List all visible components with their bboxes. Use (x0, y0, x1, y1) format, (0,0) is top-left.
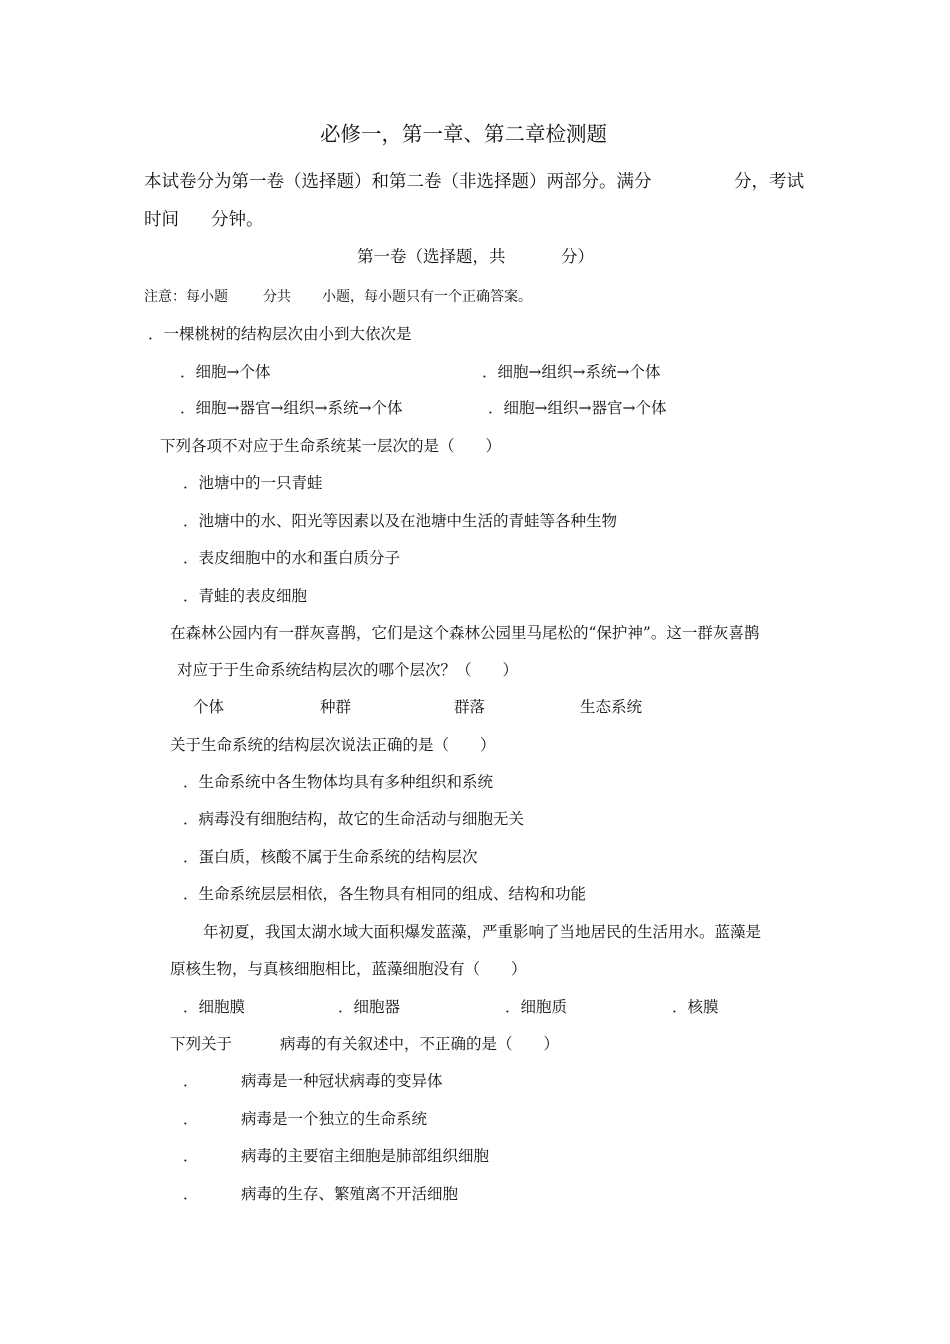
intro-time-unit: 分钟。 (211, 210, 264, 230)
q6-stem-b: 病毒的有关叙述中，不正确的是（ ） (280, 1035, 560, 1053)
q1-option: ．细胞→个体 (180, 363, 271, 381)
q4-stem: 关于生命系统的结构层次说法正确的是（ ） (170, 736, 496, 754)
intro-time-label: 时间 (144, 210, 179, 230)
q4-option: ．生命系统层层相依，各生物具有相同的组成、结构和功能 (183, 885, 587, 903)
q6-option: 病毒的生存、繁殖离不开活细胞 (241, 1185, 459, 1203)
q3-stem-1: 在森林公园内有一群灰喜鹊，它们是这个森林公园里马尾松的“保护神”。这一群灰喜鹊 (170, 624, 760, 642)
q1-stem: ．一棵桃树的结构层次由小到大依次是 (148, 325, 412, 343)
q5-option: ．细胞质 (505, 998, 568, 1016)
q4-option: ．蛋白质，核酸不属于生命系统的结构层次 (183, 848, 478, 866)
note-3: 小题，每小题只有一个正确答案。 (322, 289, 532, 305)
q3-stem-2: 对应于于生命系统结构层次的哪个层次？（ ） (177, 661, 519, 679)
q1-option: ．细胞→器官→组织→系统→个体 (180, 399, 403, 417)
q6-option-marker: ． (183, 1072, 199, 1090)
q2-option: ．表皮细胞中的水和蛋白质分子 (183, 549, 401, 567)
q3-option: 生态系统 (580, 698, 643, 716)
section-heading-a: 第一卷（选择题，共 (357, 247, 506, 266)
q4-option: ．生命系统中各生物体均具有多种组织和系统 (183, 773, 494, 791)
section-heading-b: 分） (561, 247, 594, 266)
q6-option-marker: ． (183, 1185, 199, 1203)
q1-option: ．细胞→组织→器官→个体 (488, 399, 667, 417)
q2-option: ．池塘中的一只青蛙 (183, 474, 323, 492)
q5-option: ．细胞器 (338, 998, 401, 1016)
q4-option: ．病毒没有细胞结构，故它的生命活动与细胞无关 (183, 810, 525, 828)
q5-stem-1: 年初夏，我国太湖水域大面积爆发蓝藻，严重影响了当地居民的生活用水。蓝藻是 (203, 923, 762, 941)
q6-option: 病毒的主要宿主细胞是肺部组织细胞 (241, 1147, 490, 1165)
q2-option: ．池塘中的水、阳光等因素以及在池塘中生活的青蛙等各种生物 (183, 512, 618, 530)
q6-stem-a: 下列关于 (170, 1035, 233, 1053)
q6-option: 病毒是一种冠状病毒的变异体 (241, 1072, 443, 1090)
q2-option: ．青蛙的表皮细胞 (183, 587, 308, 605)
q5-option: ．核膜 (672, 998, 719, 1016)
q3-option: 群落 (454, 698, 486, 716)
intro-line-1b: 分，考试 (734, 172, 804, 192)
intro-line-1a: 本试卷分为第一卷（选择题）和第二卷（非选择题）两部分。满分 (144, 172, 652, 192)
q5-option: ．细胞膜 (183, 998, 246, 1016)
page-title: 必修一，第一章、第二章检测题 (320, 122, 607, 146)
q3-option: 个体 (193, 698, 225, 716)
q6-option: 病毒是一个独立的生命系统 (241, 1110, 428, 1128)
q6-option-marker: ． (183, 1147, 199, 1165)
q2-stem: 下列各项不对应于生命系统某一层次的是（ ） (160, 437, 502, 455)
q3-option: 种群 (320, 698, 352, 716)
q5-stem-2: 原核生物，与真核细胞相比，蓝藻细胞没有（ ） (170, 960, 527, 978)
note-2: 分共 (263, 289, 291, 305)
q1-option: ．细胞→组织→系统→个体 (482, 363, 661, 381)
q6-option-marker: ． (183, 1110, 199, 1128)
note-1: 注意：每小题 (144, 289, 228, 305)
